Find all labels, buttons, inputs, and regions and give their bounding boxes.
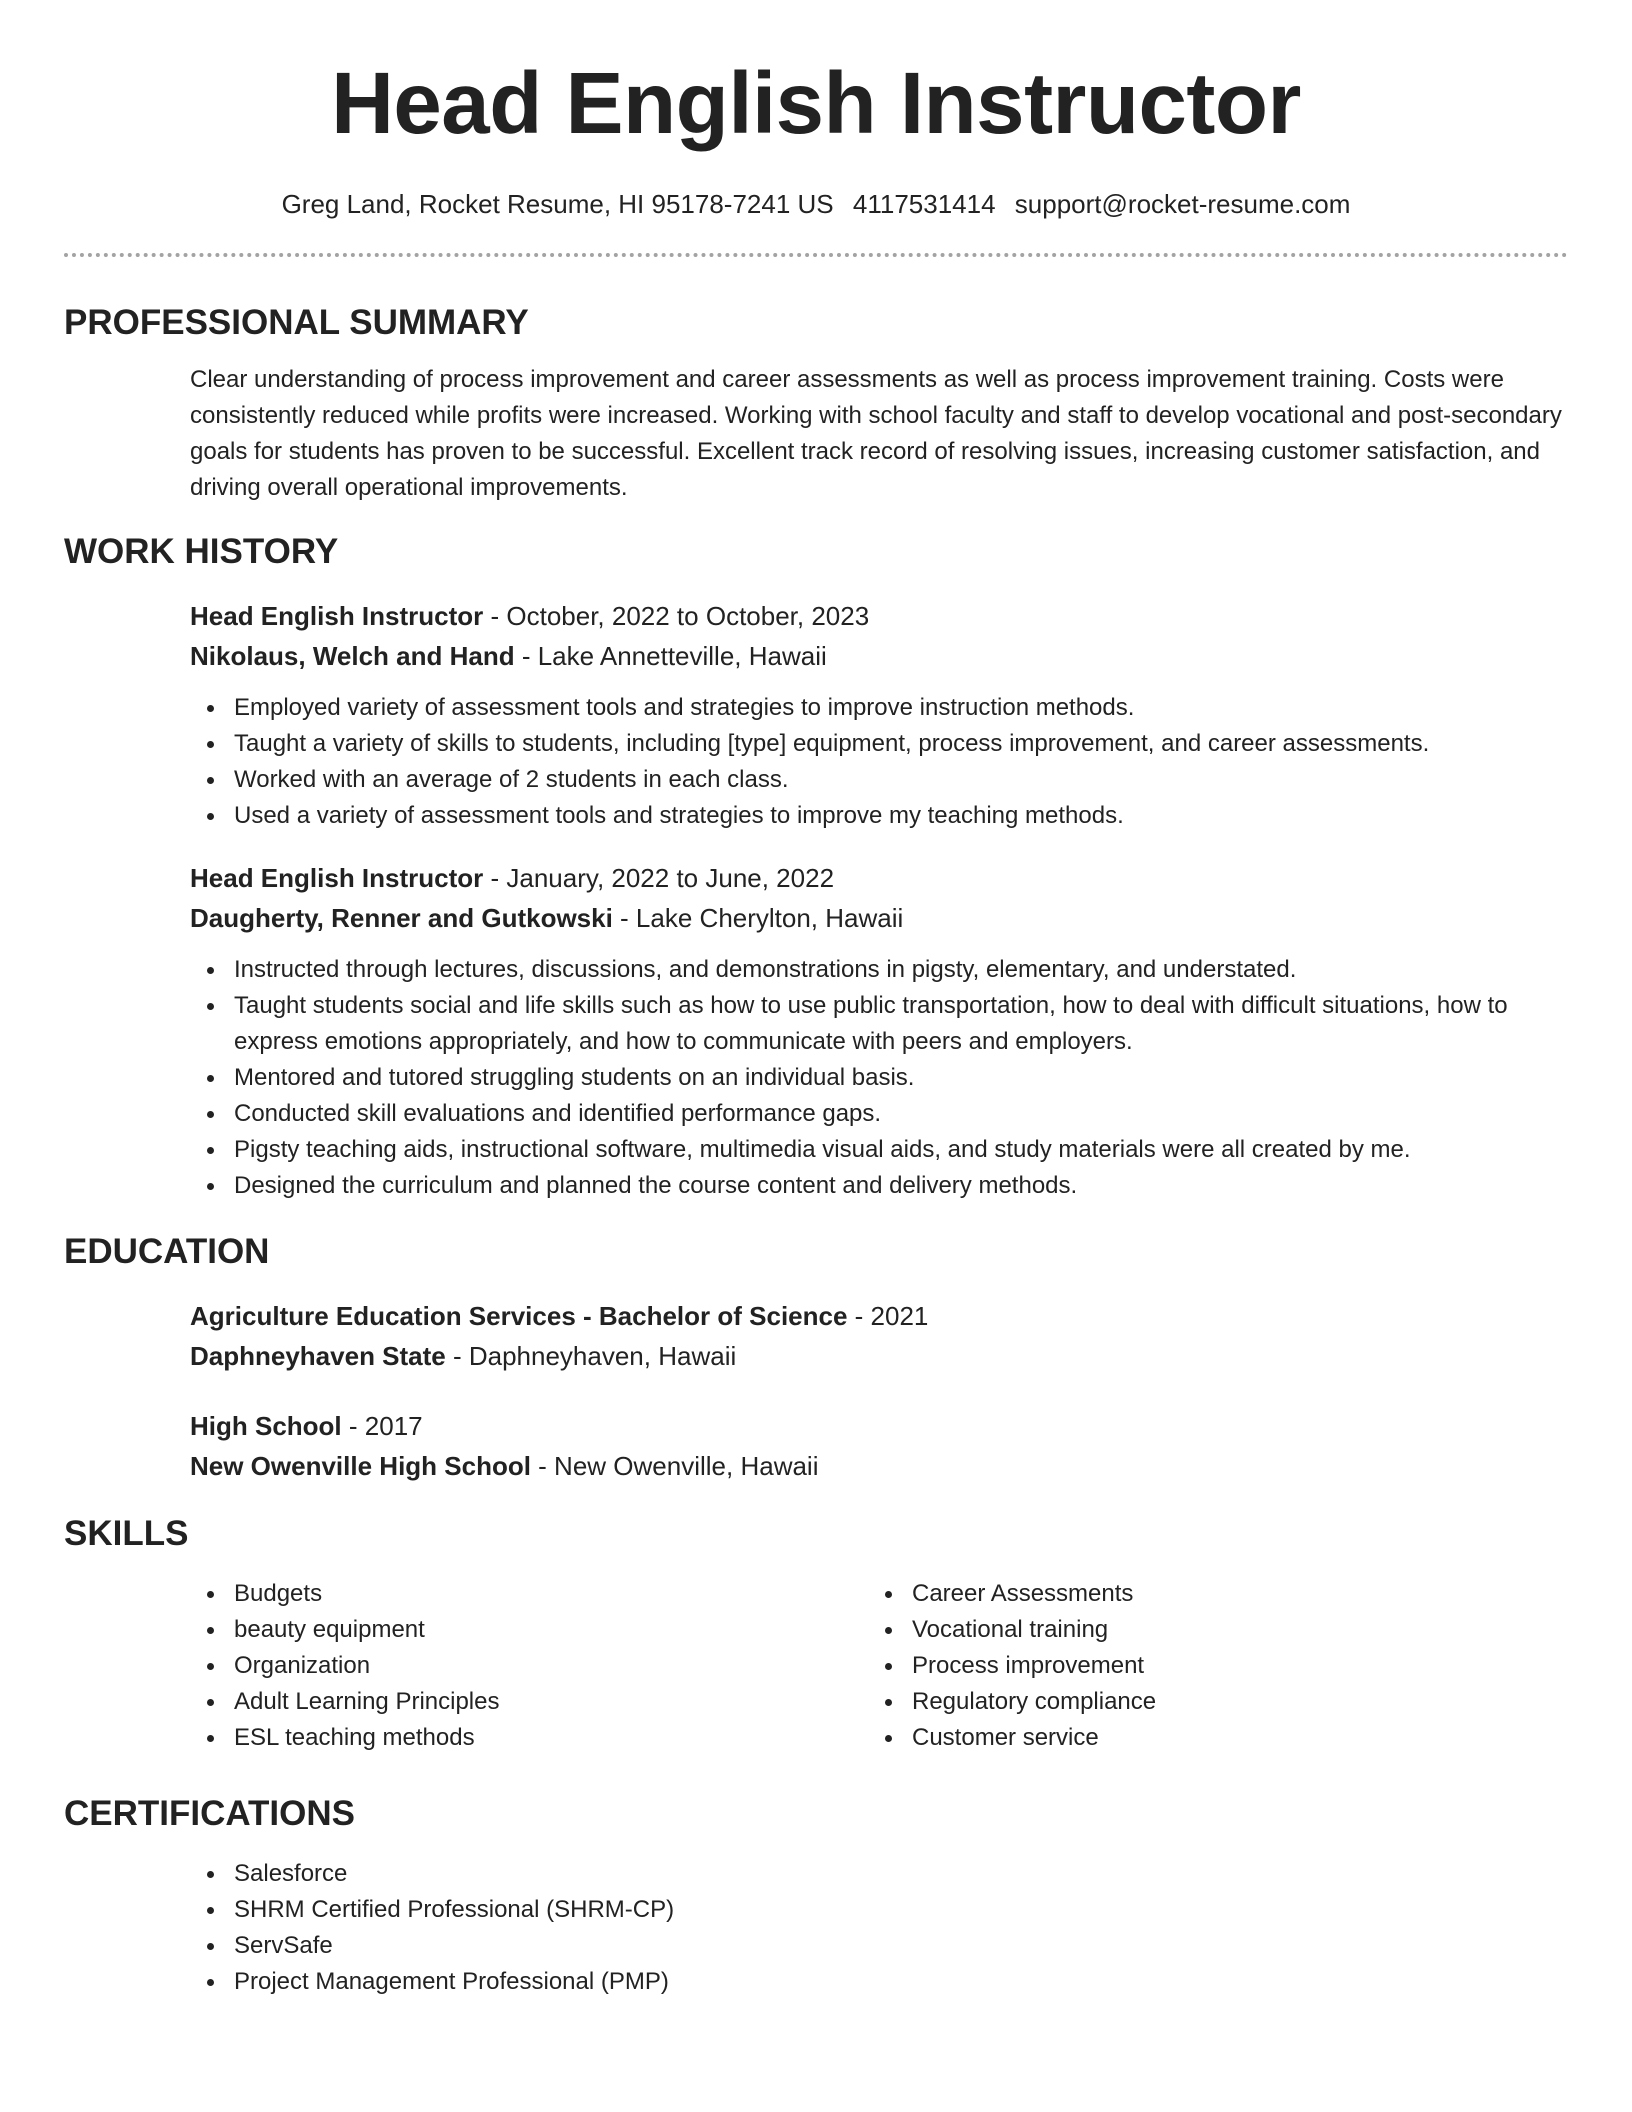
contact-address: Greg Land, Rocket Resume, HI 95178-7241 US xyxy=(281,189,834,219)
education-entry xyxy=(190,1406,1568,1486)
job-title: Head English Instructor xyxy=(190,601,484,631)
section-heading-skills: SKILLS xyxy=(64,1514,189,1553)
job-company-line xyxy=(190,898,1568,938)
job-location: - Lake Cherylton, Hawaii xyxy=(612,903,904,933)
list-item: Pigsty teaching aids, instructional software, multimedia visual aids, and study materials were all created by me. xyxy=(190,1132,1568,1168)
education-location: - New Owenville, Hawaii xyxy=(530,1451,819,1481)
job-entry xyxy=(190,858,1568,1204)
list-item: Taught students social and life skills such as how to use public transportation, how to deal with difficult situations, how to express emotions appropriately, and how to communicate with peers and employers. xyxy=(190,988,1568,1060)
skills-list xyxy=(868,1576,1546,1756)
contact-line xyxy=(64,187,1568,221)
skill-item: beauty equipment xyxy=(190,1612,868,1648)
contact-email: support@rocket-resume.com xyxy=(1014,189,1351,219)
skill-item: Organization xyxy=(190,1648,868,1684)
list-item: Employed variety of assessment tools and strategies to improve instruction methods. xyxy=(190,690,1568,726)
list-item: Used a variety of assessment tools and strategies to improve my teaching methods. xyxy=(190,798,1568,834)
certifications-list xyxy=(190,1856,1568,2000)
education-year: - 2021 xyxy=(847,1301,929,1331)
education-location: - Daphneyhaven, Hawaii xyxy=(445,1341,737,1371)
skills-column-right xyxy=(868,1576,1546,1756)
list-item: Mentored and tutored struggling students on an individual basis. xyxy=(190,1060,1568,1096)
job-dates: - January, 2022 to June, 2022 xyxy=(483,863,835,893)
skill-item: Adult Learning Principles xyxy=(190,1684,868,1720)
skill-item: Process improvement xyxy=(868,1648,1546,1684)
skills-column-left xyxy=(190,1576,868,1756)
job-duties-list xyxy=(190,952,1568,1204)
job-entry xyxy=(190,596,1568,834)
summary-text: Clear understanding of process improvement and career assessments as well as process improvement training. Costs were consistently reduced while profits were increased. Working with school faculty and staff to develop vocational and post-secondary goals for students has proven to be successful. Excellent track record of resolving issues, increasing customer satisfaction, and driving overall operational improvements. xyxy=(190,366,1562,501)
section-heading-work-history: WORK HISTORY xyxy=(64,532,339,571)
header-divider xyxy=(64,253,1568,257)
resume-title: Head English Instructor xyxy=(331,55,1301,152)
skill-item: Career Assessments xyxy=(868,1576,1546,1612)
education-degree: Agriculture Education Services - Bachelor of Science xyxy=(190,1301,848,1331)
job-company: Nikolaus, Welch and Hand xyxy=(190,641,515,671)
education-year: - 2017 xyxy=(341,1411,423,1441)
contact-phone: 4117531414 xyxy=(852,189,996,219)
education-school: New Owenville High School xyxy=(190,1451,531,1481)
skill-item: ESL teaching methods xyxy=(190,1720,868,1756)
job-dates: - October, 2022 to October, 2023 xyxy=(483,601,870,631)
skills-list xyxy=(190,1576,868,1756)
job-company-line xyxy=(190,636,1568,676)
job-title: Head English Instructor xyxy=(190,863,484,893)
certification-item: Salesforce xyxy=(190,1856,1568,1892)
certification-item: Project Management Professional (PMP) xyxy=(190,1964,1568,2000)
job-title-line xyxy=(190,858,1568,898)
job-location: - Lake Annetteville, Hawaii xyxy=(514,641,827,671)
skill-item: Vocational training xyxy=(868,1612,1546,1648)
education-school-line xyxy=(190,1446,1568,1486)
list-item: Conducted skill evaluations and identified performance gaps. xyxy=(190,1096,1568,1132)
skill-item: Regulatory compliance xyxy=(868,1684,1546,1720)
education-entry xyxy=(190,1296,1568,1376)
list-item: Designed the curriculum and planned the course content and delivery methods. xyxy=(190,1168,1568,1204)
list-item: Instructed through lectures, discussions, and demonstrations in pigsty, elementary, and understated. xyxy=(190,952,1568,988)
certification-item: ServSafe xyxy=(190,1928,1568,1964)
skills-columns xyxy=(190,1576,1568,1756)
job-company: Daugherty, Renner and Gutkowski xyxy=(190,903,613,933)
education-degree: High School xyxy=(190,1411,342,1441)
skill-item: Customer service xyxy=(868,1720,1546,1756)
education-degree-line xyxy=(190,1406,1568,1446)
education-school-line xyxy=(190,1336,1568,1376)
section-heading-certifications: CERTIFICATIONS xyxy=(64,1794,356,1833)
list-item: Taught a variety of skills to students, including [type] equipment, process improvement, and career assessments. xyxy=(190,726,1568,762)
section-heading-education: EDUCATION xyxy=(64,1232,270,1271)
section-heading-summary: PROFESSIONAL SUMMARY xyxy=(64,303,529,342)
certification-item: SHRM Certified Professional (SHRM-CP) xyxy=(190,1892,1568,1928)
job-title-line xyxy=(190,596,1568,636)
list-item: Worked with an average of 2 students in each class. xyxy=(190,762,1568,798)
skill-item: Budgets xyxy=(190,1576,868,1612)
education-school: Daphneyhaven State xyxy=(190,1341,446,1371)
education-degree-line xyxy=(190,1296,1568,1336)
job-duties-list xyxy=(190,690,1568,834)
